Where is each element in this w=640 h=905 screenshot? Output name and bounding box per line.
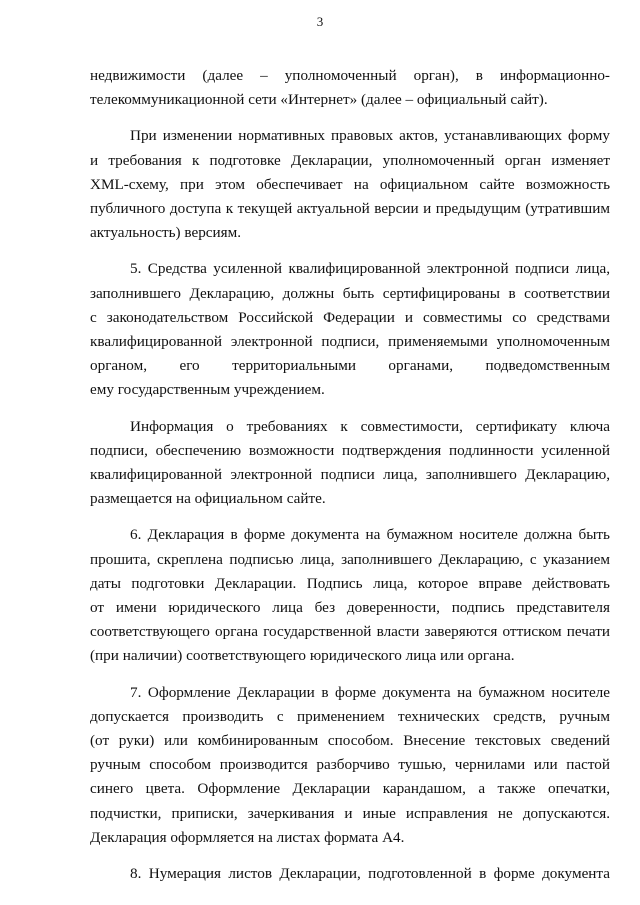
text-line: недвижимости (далее – уполномоченный орган), в информационно-: [90, 67, 610, 84]
text-line-last: телекоммуникационной сети «Интернет» (далее – официальный сайт).: [90, 91, 548, 109]
paragraph-xml-schema: [90, 124, 610, 245]
text-line: соответствующего органа государственной власти заверяются оттиском печати: [90, 623, 610, 641]
text-line: органом, его территориальными органами, подведомственным: [90, 357, 610, 375]
text-line: синего цвета. Оформление Декларации карандашом, а также опечатки,: [90, 780, 610, 798]
text-line-last: актуальность) версиям.: [90, 224, 242, 242]
text-line: прошита, скреплена подписью лица, заполнившего Декларацию, с указанием: [90, 550, 610, 568]
paragraph-item-7: [90, 681, 610, 850]
text-line: XML-схему, при этом обеспечивает на официальном сайте возможность: [90, 175, 610, 193]
text-line: 7. Оформление Декларации в форме документа на бумажном носителе: [130, 683, 610, 701]
text-line: 6. Декларация в форме документа на бумажном носителе должна быть: [130, 526, 610, 544]
text-line: даты подготовки Декларации. Подпись лица, которое вправе действовать: [90, 574, 610, 592]
text-line: допускается производить с применением технических средств, ручным: [90, 707, 610, 725]
text-line: ручным способом производится разборчиво тушью, чернилами или пастой: [90, 756, 610, 774]
text-line-last: (при наличии) соответствующего юридического лица или органа.: [90, 647, 515, 665]
page-number: 3: [316, 14, 324, 29]
text-line: публичного доступа к текущей актуальной версии и предыдущим (утратившим: [90, 200, 610, 218]
text-line: квалифицированной электронной подписи, применяемыми уполномоченным: [90, 333, 610, 351]
text-line: 5. Средства усиленной квалифицированной электронной подписи лица,: [130, 260, 610, 278]
document-body: [90, 64, 610, 898]
paragraph-item-5: [90, 257, 610, 402]
text-line: квалифицированной электронной подписи лица, заполнившего Декларацию,: [90, 466, 610, 484]
paragraph-continuation: [90, 64, 610, 112]
text-line-last: ему государственным учреждением.: [90, 381, 325, 399]
text-line: 8. Нумерация листов Декларации, подготовленной в форме документа: [130, 865, 610, 883]
text-line: от имени юридического лица без доверенности, подпись представителя: [90, 599, 610, 617]
text-line: (от руки) или комбинированным способом. Внесение текстовых сведений: [90, 732, 610, 750]
paragraph-compatibility-info: [90, 415, 610, 512]
text-line-last: Декларация оформляется на листах формата А4.: [90, 828, 405, 846]
text-line: заполнившего Декларацию, должны быть сертифицированы в соответствии: [90, 284, 610, 302]
text-line: Информация о требованиях к совместимости, сертификату ключа: [130, 417, 610, 435]
text-line: подписи, обеспечению возможности подтверждения подлинности усиленной: [90, 441, 610, 459]
text-line: подчистки, приписки, зачеркивания и иные исправления не допускаются.: [90, 804, 610, 822]
text-line: При изменении нормативных правовых актов, устанавливающих форму: [130, 127, 610, 145]
paragraph-item-8: [90, 862, 610, 886]
text-line-last: размещается на официальном сайте.: [90, 490, 326, 508]
text-line: и требования к подготовке Декларации, уполномоченный орган изменяет: [90, 151, 610, 169]
paragraph-item-6: [90, 523, 610, 668]
text-line: с законодательством Российской Федерации и совместимы со средствами: [90, 308, 610, 326]
